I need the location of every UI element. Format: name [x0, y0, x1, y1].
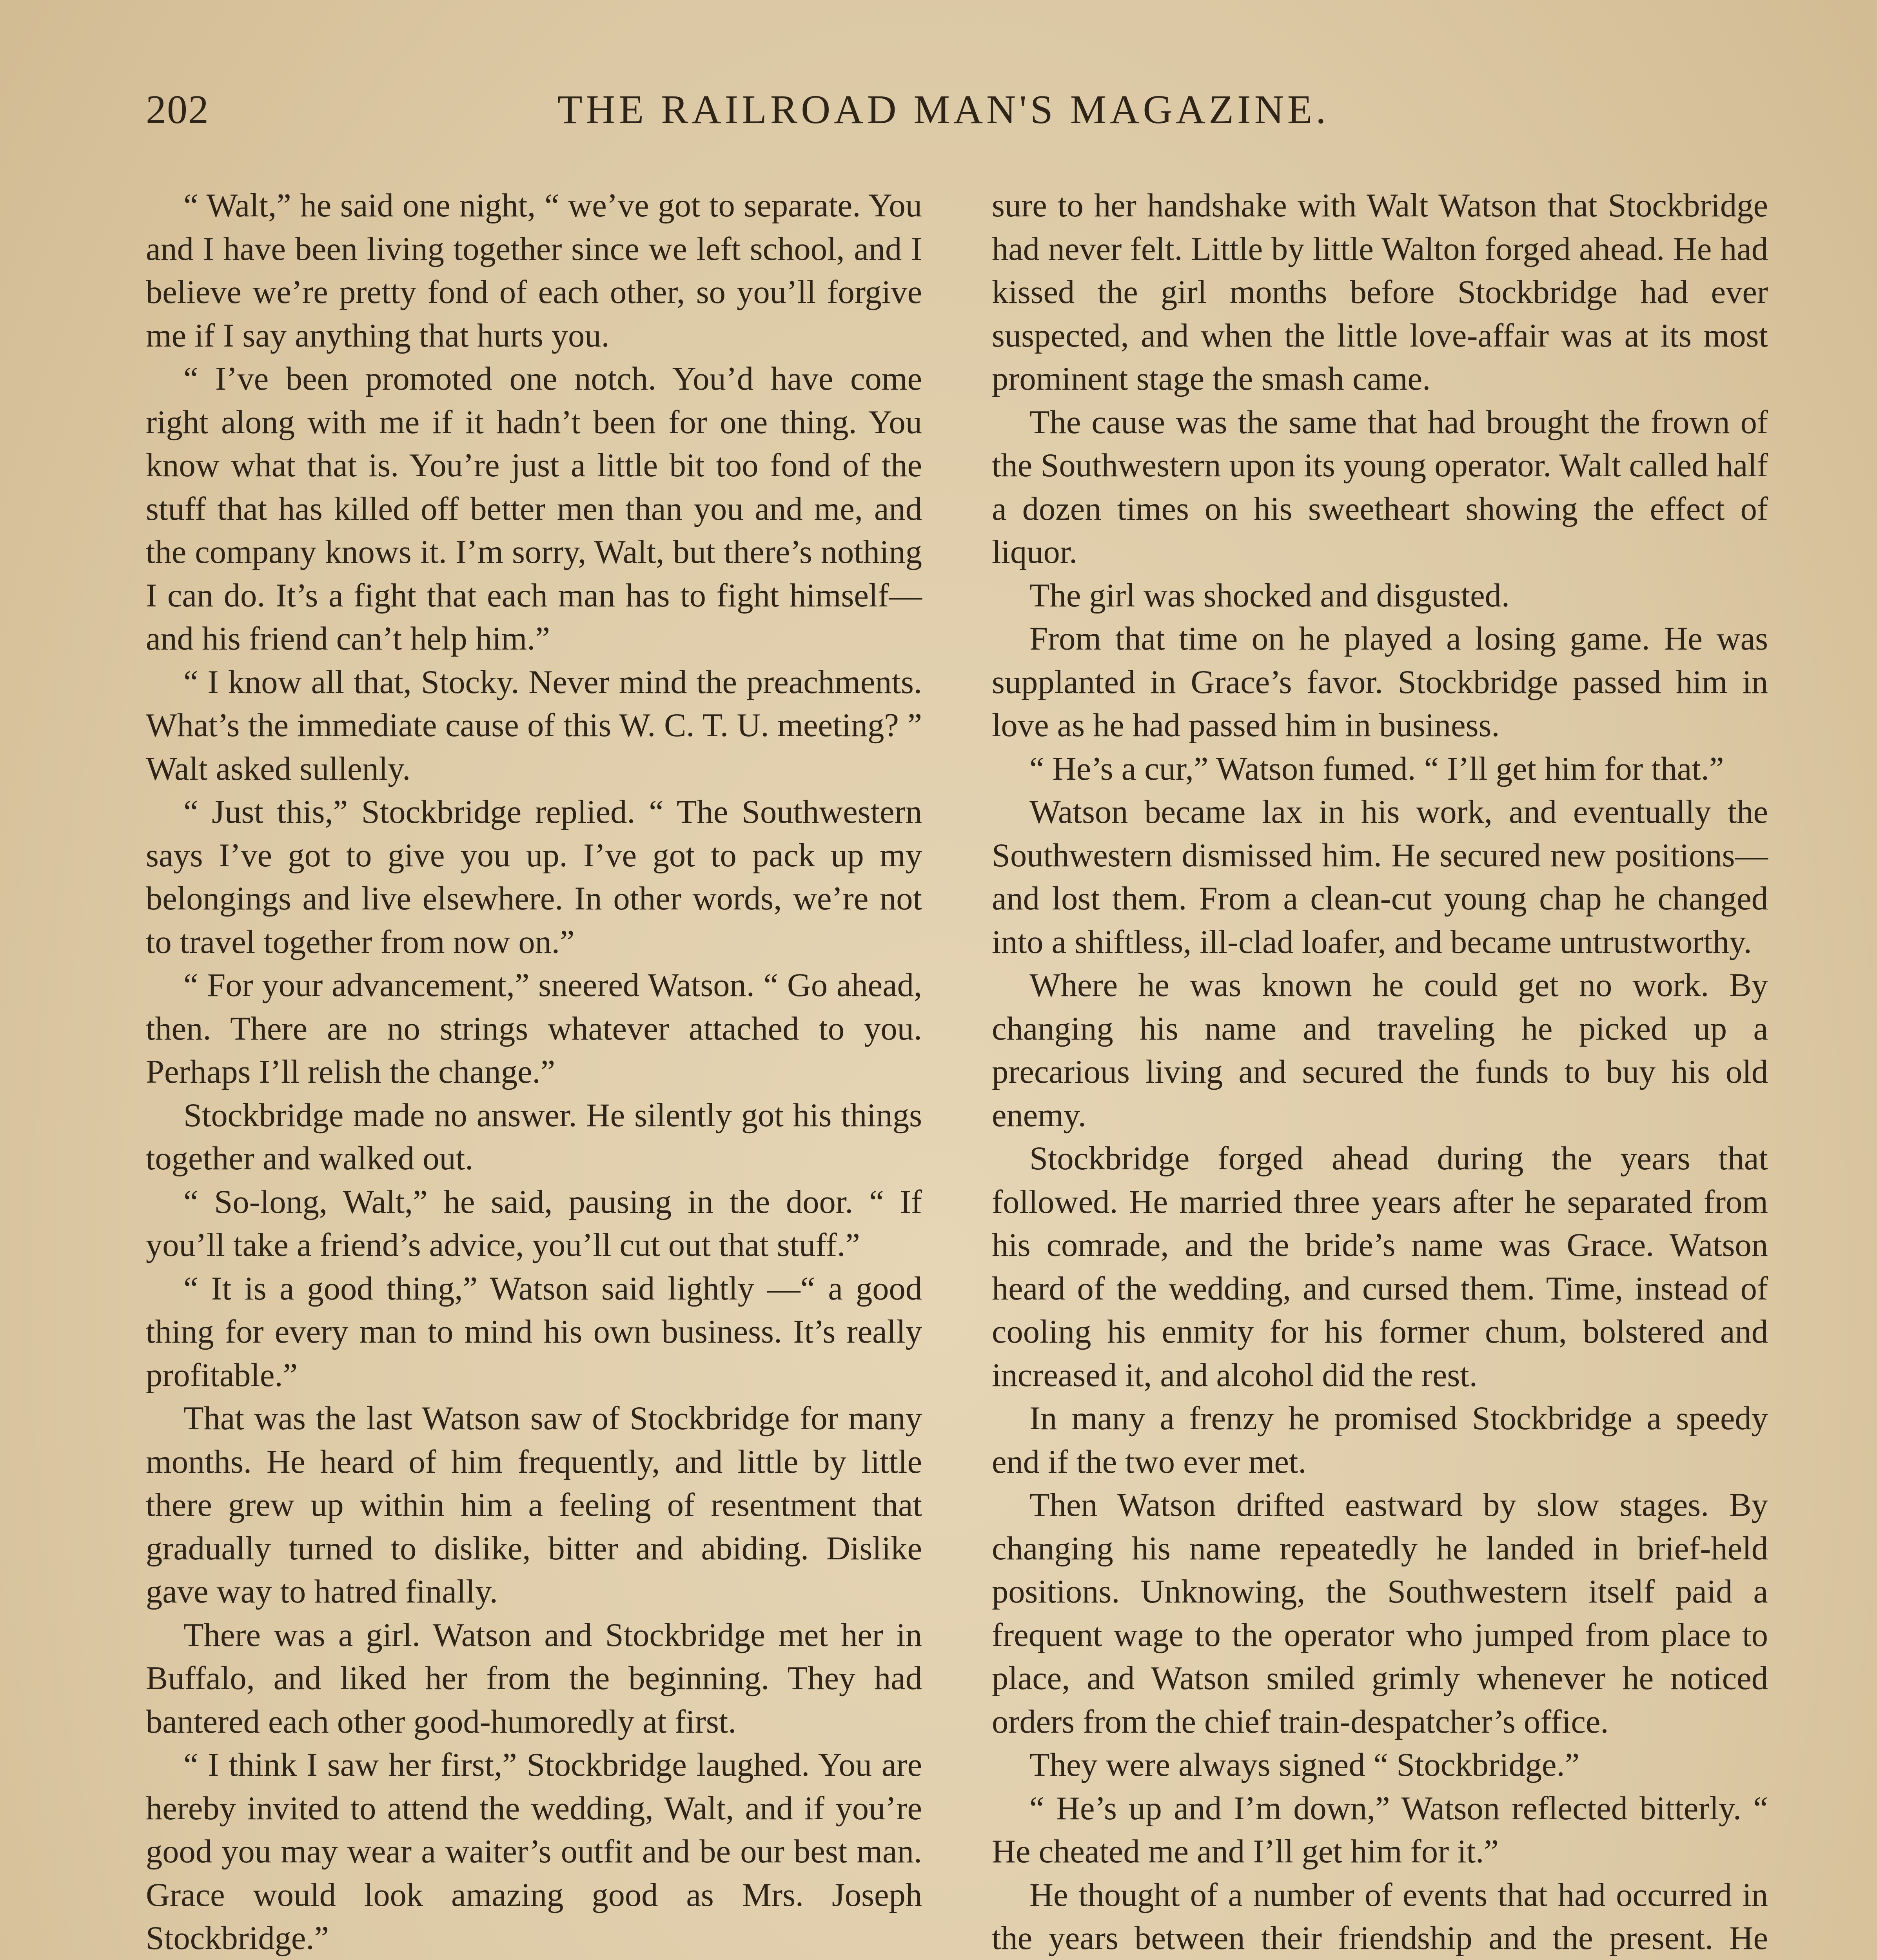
paragraph: There was a girl. Watson and Stockbridge met her in Buffalo, and liked her from the beginning. They had bantered each other good-humoredly at first.: [146, 1617, 922, 1740]
paragraph: “ He’s a cur,” Watson fumed. “ I’ll get him for that.”: [1029, 750, 1724, 787]
paragraph: “ So-long, Walt,” he said, pausing in the door. “ If you’ll take a friend’s advice, you’ll cut out that stuff.”: [146, 1183, 922, 1263]
paragraph: “ For your advancement,” sneered Watson. “ Go ahead, then. There are no strings whatever attached to you. Perhaps I’ll relish the change.”: [146, 967, 922, 1090]
paragraph: The girl was shocked and disgusted.: [1029, 577, 1510, 614]
paragraph: From that time on he played a losing game. He was supplanted in Grace’s favor. Stockbridge passed him in love as he had passed him in business.: [992, 621, 1768, 744]
paragraph: Stockbridge forged ahead during the years that followed. He married three years after he separated from his comrade, and the bride’s name was Grace. Watson heard of the wedding, and cursed them. Time, instead of cooling his enmity for his former chum, bolstered and increased it, and alcohol did the rest.: [992, 1140, 1768, 1394]
page-number: 202: [146, 87, 209, 132]
paragraph: “ Just this,” Stockbridge replied. “ The Southwestern says I’ve got to give you up. I’ve got to pack up my belongings and live elsewhere. In other words, we’re not to travel together from now on.”: [146, 794, 922, 960]
right-column: [992, 184, 1768, 1960]
paragraph: “ Walt,” he said one night, “ we’ve got to separate. You and I have been living together since we left school, and I believe we’re pretty fond of each other, so you’ll forgive me if I say anything that hurts you.: [146, 187, 922, 354]
paragraph: He thought of a number of events that had occurred in the years between their friendship and the present. He: [992, 1877, 1768, 1956]
paragraph: Stockbridge made no answer. He silently got his things together and walked out.: [146, 1097, 922, 1177]
running-title: THE RAILROAD MAN'S MAGAZINE.: [557, 87, 1330, 132]
paragraph: Where he was known he could get no work. By changing his name and traveling he picked up a precarious living and secured the funds to buy his old enemy.: [992, 967, 1768, 1134]
paragraph-continued: sure to her handshake with Walt Watson that Stockbridge had never felt. Little by little Walton forged ahead. He had kissed the girl months before Stockbridge had ever suspected, and when the little love-affair was at its most prominent stage the smash came.: [992, 187, 1768, 397]
paragraph: That was the last Watson saw of Stockbridge for many months. He heard of him frequently, and little by little there grew up within him a feeling of resentment that gradually turned to dislike, bitter and abiding. Dislike gave way to hatred finally.: [146, 1400, 922, 1610]
paragraph: “ He’s up and I’m down,” Watson reflected bitterly. “ He cheated me and I’ll get him for it.”: [992, 1790, 1768, 1870]
paragraph: Then Watson drifted eastward by slow stages. By changing his name repeatedly he landed in brief-held positions. Unknowing, the Southwestern itself paid a frequent wage to the operator who jumped from place to place, and Watson smiled grimly whenever he noticed orders from the chief train-despatcher’s office.: [992, 1487, 1768, 1740]
paragraph: “ I think I saw her first,” Stockbridge laughed. You are hereby invited to attend the wedding, Walt, and if you’re good you may wear a waiter’s outfit and be our best man. Grace would look amazing good as Mrs. Joseph Stockbridge.”: [146, 1747, 922, 1956]
page-header: [146, 86, 1675, 141]
paragraph: “ It is a good thing,” Watson said lightly —“ a good thing for every man to mind his own business. It’s really profitable.”: [146, 1270, 922, 1394]
paragraph: They were always signed “ Stockbridge.”: [1029, 1747, 1580, 1783]
left-column: [146, 184, 922, 1960]
paragraph: “ I know all that, Stocky. Never mind the preachments. What’s the immediate cause of this W. C. T. U. meeting? ” Walt asked sullenly.: [146, 664, 922, 787]
paragraph: In many a frenzy he promised Stockbridge a speedy end if the two ever met.: [992, 1400, 1768, 1480]
paragraph: The cause was the same that had brought the frown of the Southwestern upon its young operator. Walt called half a dozen times on his sweetheart showing the effect of liquor.: [992, 404, 1768, 570]
paragraph: Watson became lax in his work, and eventually the Southwestern dismissed him. He secured new positions—and lost them. From a clean-cut young chap he changed into a shiftless, ill-clad loafer, and became untrustworthy.: [992, 794, 1768, 960]
paragraph: “ I’ve been promoted one notch. You’d have come right along with me if it hadn’t been for one thing. You know what that is. You’re just a little bit too fond of the stuff that has killed off better men than you and me, and the company knows it. I’m sorry, Walt, but there’s nothing I can do. It’s a fight that each man has to fight himself—and his friend can’t help him.”: [146, 361, 922, 657]
